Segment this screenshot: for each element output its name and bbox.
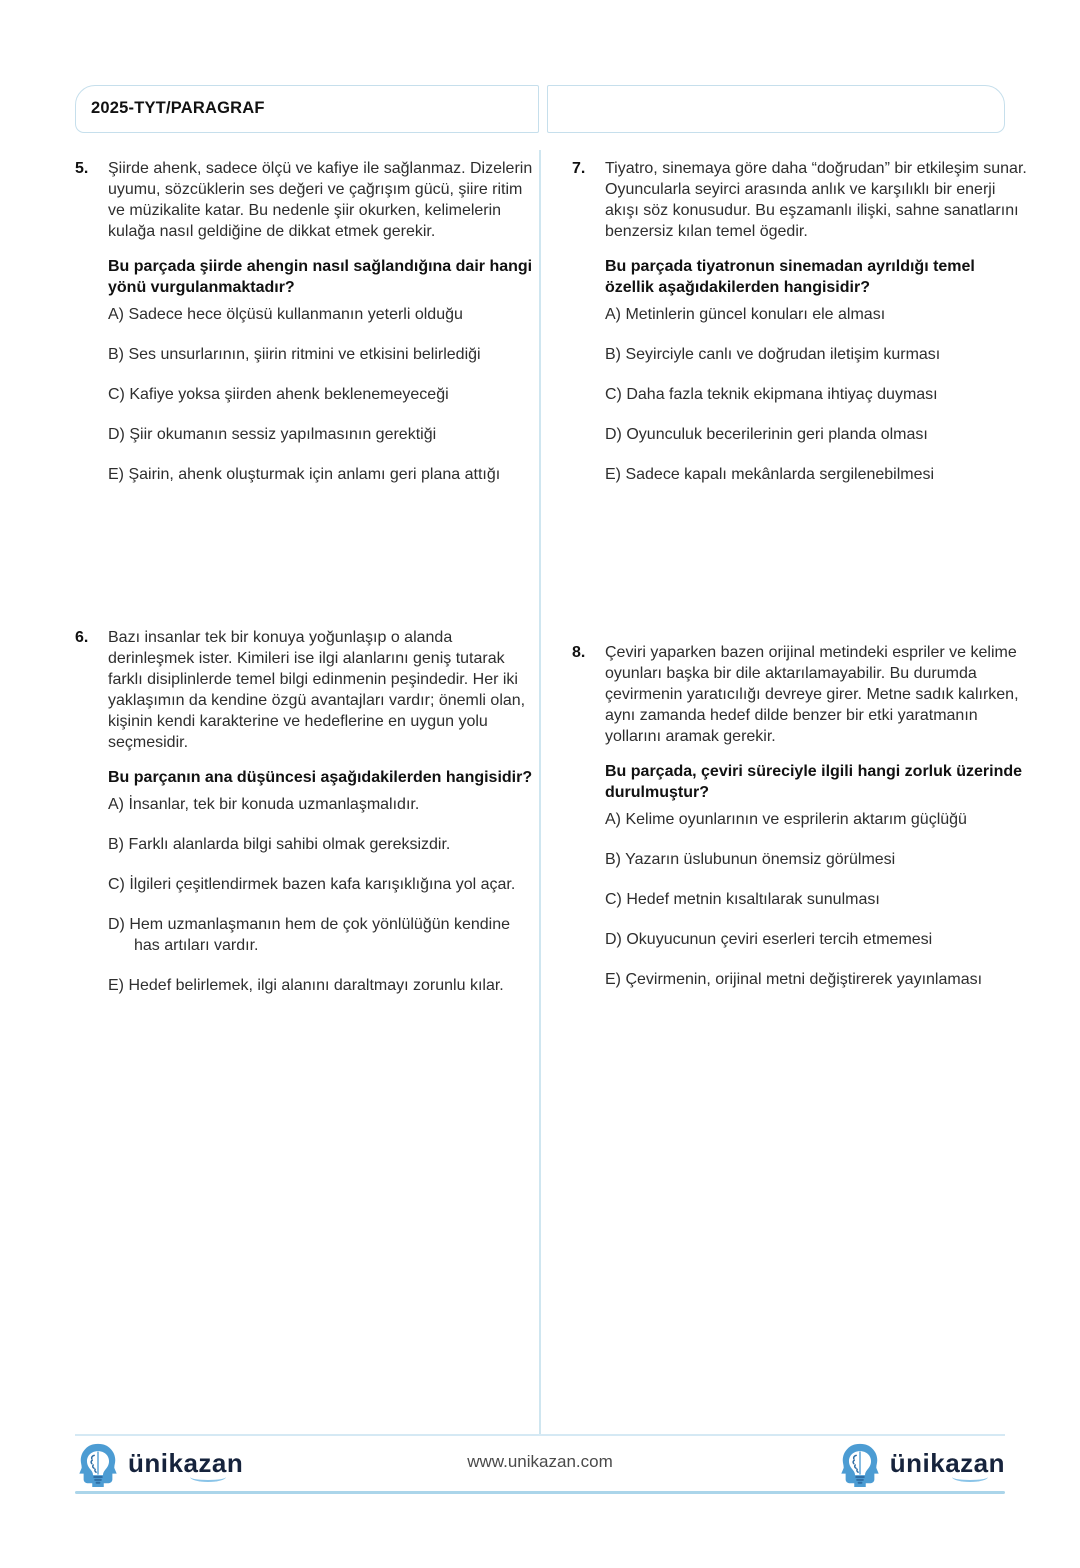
option-d (605, 929, 1027, 950)
option-e (108, 975, 537, 996)
option-label: A) (108, 306, 124, 323)
question-7 (572, 158, 1027, 485)
header-title-box (75, 85, 539, 133)
option-c (605, 889, 1027, 910)
option-label: E) (108, 977, 124, 994)
option-c (605, 384, 1027, 405)
question-number: 7. (572, 160, 586, 177)
option-d (605, 424, 1027, 445)
option-b (108, 344, 537, 365)
option-text: Seyirciyle canlı ve doğrudan iletişim kurması (625, 346, 941, 363)
question-body (108, 158, 537, 485)
option-label: D) (108, 916, 125, 933)
option-label: B) (605, 346, 621, 363)
options-list (108, 794, 537, 996)
option-label: C) (605, 891, 622, 908)
option-label: C) (108, 386, 125, 403)
option-text: Sadece hece ölçüsü kullanmanın yeterli olduğu (128, 306, 463, 323)
option-text: Şairin, ahenk oluşturmak için anlamı geri plana attığı (128, 466, 501, 483)
option-label: E) (605, 466, 621, 483)
option-text: Ses unsurlarının, şiirin ritmini ve etkisini belirlediği (128, 346, 481, 363)
option-label: A) (605, 306, 621, 323)
option-label: A) (605, 811, 621, 828)
brand-wordmark (889, 1447, 1005, 1481)
option-a (108, 304, 537, 325)
option-text: Kafiye yoksa şiirden ahenk beklenemeyeceği (129, 386, 449, 403)
option-b (605, 849, 1027, 870)
option-text: İnsanlar, tek bir konuda uzmanlaşmalıdır. (128, 796, 420, 813)
question-body (108, 627, 537, 996)
question-passage: Tiyatro, sinemaya göre daha “doğrudan” bir etkileşim sunar. Oyuncularla seyirci arasında anlık ve karşılıklı bir enerji akışı söz konusudur. Bu eşzamanlı ilişki, sahne sanatlarını benzersiz kılan temel ögedir. (605, 160, 1027, 240)
option-label: C) (108, 876, 125, 893)
option-label: B) (108, 836, 124, 853)
option-a (108, 794, 537, 815)
footer-bottom-line (75, 1491, 1005, 1494)
question-stem: Bu parçada şiirde ahengin nasıl sağlandığına dair hangi yönü vurgulanmaktadır? (108, 258, 533, 296)
column-divider (539, 150, 541, 1434)
question-stem: Bu parçanın ana düşüncesi aşağıdakilerden hangisidir? (108, 769, 533, 786)
brain-bulb-logo-icon (837, 1442, 883, 1488)
brand-logo-right (837, 1441, 1005, 1489)
option-d (108, 914, 537, 956)
option-label: C) (605, 386, 622, 403)
options-list (605, 809, 1027, 990)
option-a (605, 304, 1027, 325)
brand-name: ünikazan (889, 1447, 1005, 1478)
question-stem: Bu parçada tiyatronun sinemadan ayrıldığı temel özellik aşağıdakilerden hangisidir? (605, 258, 975, 296)
option-text: Sadece kapalı mekânlarda sergilenebilmesi (625, 466, 935, 483)
question-stem: Bu parçada, çeviri süreciyle ilgili hangi zorluk üzerinde durulmuştur? (605, 763, 1023, 801)
option-text: Hedef belirlemek, ilgi alanını daraltmayı zorunlu kılar. (128, 977, 504, 994)
option-text: İlgileri çeşitlendirmek bazen kafa karışıklığına yol açar. (129, 876, 516, 893)
question-passage: Bazı insanlar tek bir konuya yoğunlaşıp o alanda derinleşmek ister. Kimileri ise ilgi alanlarını geniş tutarak farklı disiplinlerde temel bilgi edinmenin peşindedir. Her iki yaklaşımın da kendine özgü avantajları vardır; önemli olan, kişinin kendi karakterine ve hedeflerine en uygun yolu seçmesidir. (108, 629, 526, 751)
option-label: D) (605, 426, 622, 443)
question-6 (75, 627, 537, 996)
question-number: 6. (75, 629, 89, 646)
option-label: B) (605, 851, 621, 868)
question-body (605, 642, 1027, 990)
options-list (108, 304, 537, 485)
option-text: Farklı alanlarda bilgi sahibi olmak gereksizdir. (128, 836, 451, 853)
option-label: A) (108, 796, 124, 813)
option-text: Okuyucunun çeviri eserleri tercih etmemesi (626, 931, 933, 948)
wordmark-smile-arc (952, 1472, 988, 1482)
option-text: Şiir okumanın sessiz yapılmasının gerektiği (129, 426, 437, 443)
option-text: Kelime oyunlarının ve esprilerin aktarım güçlüğü (625, 811, 967, 828)
option-text: Yazarın üslubunun önemsiz görülmesi (625, 851, 896, 868)
option-a (605, 809, 1027, 830)
option-c (108, 874, 537, 895)
question-5 (75, 158, 537, 485)
option-d (108, 424, 537, 445)
footer-url: www.unikazan.com (467, 1452, 613, 1471)
wordmark-smile-arc (190, 1472, 226, 1482)
option-text: Oyunculuk becerilerinin geri planda olması (626, 426, 928, 443)
options-list (605, 304, 1027, 485)
option-b (108, 834, 537, 855)
option-label: E) (605, 971, 621, 988)
option-c (108, 384, 537, 405)
question-number: 5. (75, 160, 89, 177)
page-title: 2025-TYT/PARAGRAF (91, 99, 265, 117)
option-text: Daha fazla teknik ekipmana ihtiyaç duyması (626, 386, 938, 403)
option-text: Metinlerin güncel konuları ele alması (625, 306, 886, 323)
option-label: B) (108, 346, 124, 363)
option-label: D) (108, 426, 125, 443)
option-text: Hem uzmanlaşmanın hem de çok yönlülüğün kendine has artıları vardır. (129, 916, 511, 954)
option-label: D) (605, 931, 622, 948)
question-body (605, 158, 1027, 485)
question-8 (572, 642, 1027, 990)
question-passage: Şiirde ahenk, sadece ölçü ve kafiye ile sağlanmaz. Dizelerin uyumu, sözcüklerin ses değeri ve çağrışım gücü, şiire ritim ve müzikalite katar. Bu nedenle şiir okurken, kelimelerin kulağa nasıl geldiğine de dikkat etmek gerekir. (108, 160, 533, 240)
question-number: 8. (572, 644, 586, 661)
option-label: E) (108, 466, 124, 483)
brand-name: ünikazan (128, 1447, 244, 1478)
option-e (605, 464, 1027, 485)
option-b (605, 344, 1027, 365)
header-right-box (547, 85, 1005, 133)
option-text: Hedef metnin kısaltılarak sunulması (626, 891, 880, 908)
option-text: Çevirmenin, orijinal metni değiştirerek yayınlaması (625, 971, 983, 988)
option-e (108, 464, 537, 485)
question-passage: Çeviri yaparken bazen orijinal metindeki espriler ve kelime oyunları başka bir dile aktarılamayabilir. Bu durumda çevirmenin yaratıcılığı devreye girer. Metne sadık kalırken, aynı zamanda hedef dilde benzer bir etki yaratmanın yollarını aramak gerekir. (605, 644, 1019, 745)
footer-divider-line (75, 1434, 1005, 1436)
option-e (605, 969, 1027, 990)
